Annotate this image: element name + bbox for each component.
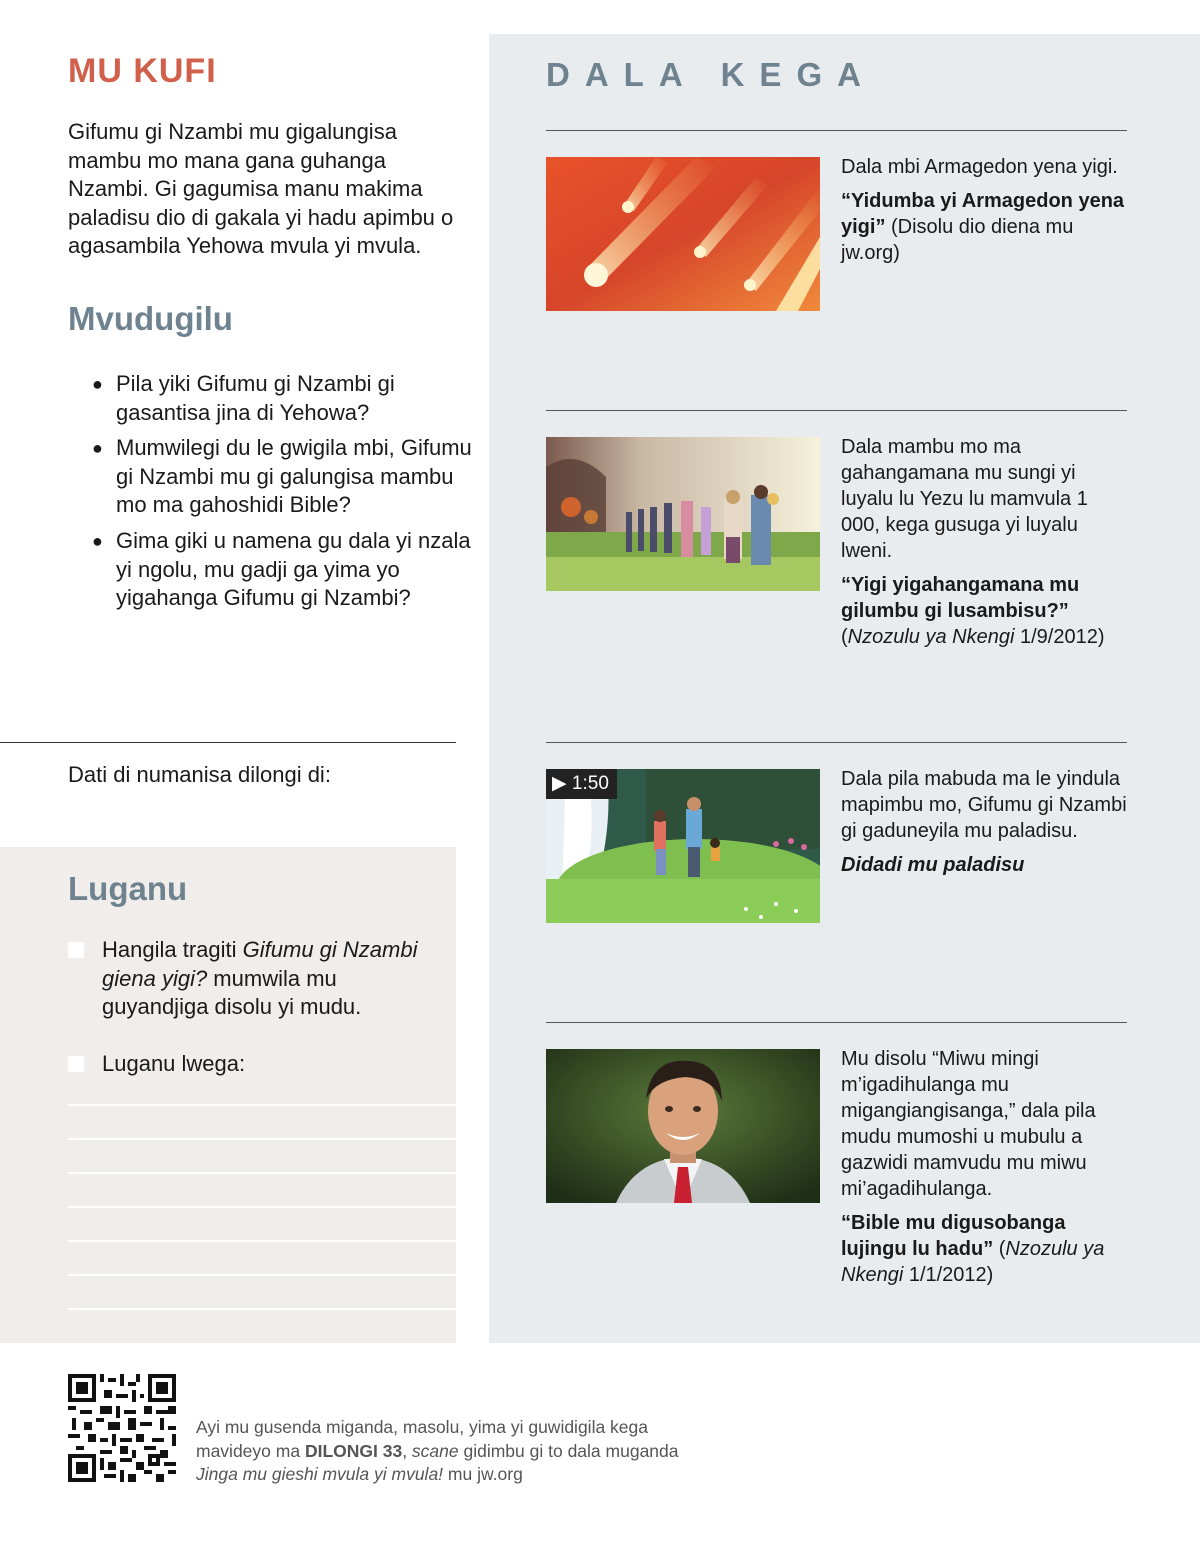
write-line[interactable] xyxy=(68,1172,456,1174)
paradise-video-thumbnail[interactable] xyxy=(546,769,820,923)
divider xyxy=(546,742,1127,743)
review-item: ● Mumwilegi du le gwigila mbi, Gifumu gi Nzambi mu gi galungisa mambu mo ma gahoshidi Bible? xyxy=(92,435,472,518)
page-title: MU KUFI xyxy=(68,52,217,90)
bullet-icon: ● xyxy=(92,530,103,551)
divider xyxy=(546,130,1127,131)
explore-item-text: Dala mambu mo ma gahangamana mu sungi yi luyalu lu Yezu lu mamvula 1 000, kega gusuga yi luyalu lweni. “Yigi yigahangamana mu gilumbu gi lusambisu?” (Nzozulu ya Nkengi 1/9/2012) xyxy=(841,436,1105,648)
review-heading: Mvudugilu xyxy=(68,300,233,337)
review-item: ● Pila yiki Gifumu gi Nzambi gi gasantisa jina di Yehowa? xyxy=(92,371,395,425)
qr-code-icon[interactable] xyxy=(68,1374,176,1482)
review-list xyxy=(92,370,472,620)
divider xyxy=(546,1022,1127,1023)
article-link[interactable]: “Yidumba yi Armagedon yena yigi” xyxy=(841,190,1125,238)
fiery-meteors-image[interactable] xyxy=(546,157,820,311)
video-length-badge: ▶ 1:50 xyxy=(546,769,617,799)
man-portrait-image[interactable] xyxy=(546,1049,820,1203)
write-line[interactable] xyxy=(68,1308,456,1310)
write-line[interactable] xyxy=(68,1240,456,1242)
article-link[interactable]: “Bible mu digusobanga lujingu lu hadu” xyxy=(841,1212,1066,1260)
explore-item-text: Mu disolu “Miwu mingi m’igadihulanga mu migangiangisanga,” dala pila mudu mumoshi u mubulu a gazwidi mamvudu mu miwu mi’agadihulanga. “Bible mu digusobanga lujingu lu hadu” (Nzozulu ya Nkengi 1/1/2012) xyxy=(841,1048,1105,1286)
checkbox[interactable] xyxy=(68,1056,84,1072)
video-link[interactable]: Didadi mu paladisu xyxy=(841,854,1025,876)
play-icon: ▶ xyxy=(552,773,567,794)
divider xyxy=(546,410,1127,411)
goal-item: Hangila tragiti Gifumu gi Nzambi giena yigi? mumwila mu guyandjiga disolu yi mudu. xyxy=(68,936,428,1022)
article-link[interactable]: “Yigi yigahangamana mu gilumbu gi lusambisu?” xyxy=(841,574,1080,622)
checkbox[interactable] xyxy=(68,942,84,958)
bullet-icon: ● xyxy=(92,438,103,459)
goal-box xyxy=(0,847,456,1343)
explore-item-text: Dala mbi Armagedon yena yigi. “Yidumba yi Armagedon yena yigi” (Disolu dio diena mu jw.org) xyxy=(841,156,1125,264)
bullet-icon: ● xyxy=(92,374,103,394)
explore-heading: DALA KEGA xyxy=(546,56,876,93)
goal-heading: Luganu xyxy=(68,870,188,907)
write-line[interactable] xyxy=(68,1274,456,1276)
review-item: ● Gima giki u namena gu dala yi nzala yi ngolu, mu gadji ga yima yo yigahanga Gifumu gi Nzambi? xyxy=(92,527,471,611)
write-line[interactable] xyxy=(68,1138,456,1140)
write-line[interactable] xyxy=(68,1206,456,1208)
completion-date-label: Dati di numanisa dilongi di: xyxy=(68,762,331,787)
explore-item-text: Dala pila mabuda ma le yindula mapimbu mo, Gifumu gi Nzambi gi gaduneyila mu paladisu. Didadi mu paladisu xyxy=(841,768,1127,876)
footer-text: Ayi mu gusenda miganda, masolu, yima yi guwidigila kega mavideyo ma DILONGI 33, scane gidimbu gi to dala muganda Jinga mu gieshi mvula yi mvula! mu jw.org xyxy=(196,1417,679,1484)
divider xyxy=(0,742,456,743)
write-line[interactable] xyxy=(68,1104,456,1106)
summary-text: Gifumu gi Nzambi mu gigalungisa mambu mo mana gana guhanga Nzambi. Gi gagumisa manu makima paladisu dio di gakala yi hadu apimbu o agasambila Yehowa mvula yi mvula. xyxy=(68,119,454,259)
goal-item: Luganu lwega: xyxy=(68,1050,428,1079)
family-paradise-image[interactable] xyxy=(546,437,820,591)
